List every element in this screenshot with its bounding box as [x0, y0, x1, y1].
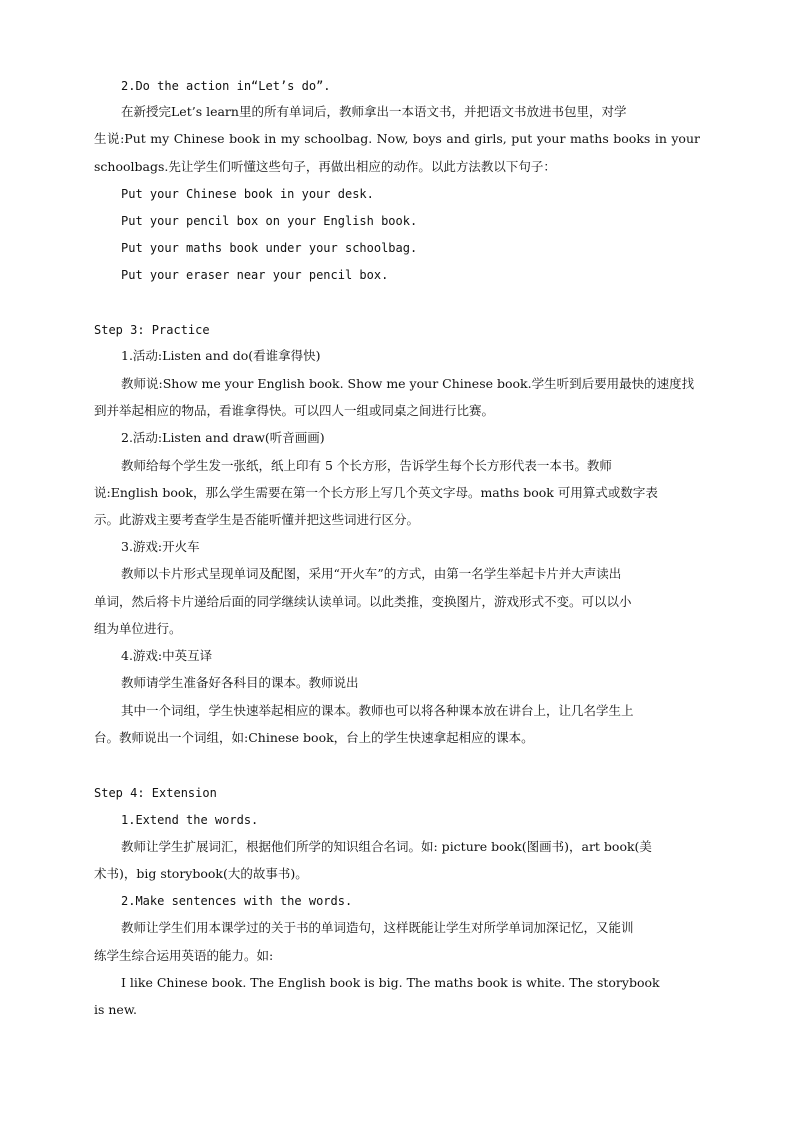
paragraph-line: 到并举起相应的物品，看谁拿得快。可以四人一组或同桌之间进行比赛。 — [94, 403, 495, 418]
section-title: 2.Do the action in“Let’s do”. — [121, 79, 331, 93]
paragraph-line: 教师给每个学生发一张纸，纸上印有 5 个长方形，告诉学生每个长方形代表一本书。教师 — [121, 458, 612, 473]
paragraph-line: 教师说:Show me your English book. Show me your Chinese book.学生听到后要用最快的速度找 — [121, 376, 695, 391]
paragraph-line: 教师以卡片形式呈现单词及配图，采用“开火车”的方式，由第一名学生举起卡片并大声读出 — [121, 566, 622, 581]
paragraph-line: is new. — [94, 1002, 138, 1017]
paragraph-line: 术书)，big storybook(大的故事书)。 — [94, 866, 308, 881]
paragraph-line: 单词，然后将卡片递给后面的同学继续认读单词。以此类推，变换图片，游戏形式不变。可以以小 — [94, 594, 632, 609]
example-sentence: Put your eraser near your pencil box. — [121, 268, 389, 282]
paragraph-line: 生说:Put my Chinese book in my schoolbag. Now, boys and girls, put your maths books in your — [94, 131, 700, 146]
paragraph-line: 在新授完Let’s learn里的所有单词后，教师拿出一本语文书，并把语文书放进书包里，对学 — [121, 104, 627, 119]
paragraph-line: 教师让学生扩展词汇，根据他们所学的知识组合名词。如: picture book(图画书)，art book(美 — [121, 839, 652, 854]
example-sentence: Put your maths book under your schoolbag. — [121, 241, 418, 255]
example-sentence: Put your pencil box on your English book. — [121, 214, 418, 228]
step-heading: Step 3: Practice — [94, 323, 210, 337]
paragraph-line: 教师让学生们用本课学过的关于书的单词造句，这样既能让学生对所学单词加深记忆，又能训 — [121, 920, 634, 935]
activity-title: 1.活动:Listen and do(看谁拿得快) — [121, 348, 321, 363]
step-heading: Step 4: Extension — [94, 786, 217, 800]
activity-title: 2.Make sentences with the words. — [121, 894, 353, 908]
paragraph-line: 练学生综合运用英语的能力。如: — [94, 948, 274, 963]
paragraph-line: schoolbags.先让学生们听懂这些句子，再做出相应的动作。以此方法教以下句子： — [94, 159, 556, 174]
activity-title: 4.游戏:中英互译 — [121, 648, 213, 663]
paragraph-line: 台。教师说出一个词组，如:Chinese book，台上的学生快速拿起相应的课本。 — [94, 730, 534, 745]
paragraph-line: 组为单位进行。 — [94, 621, 182, 636]
paragraph-line: 教师请学生准备好各科目的课本。教师说出 — [121, 675, 359, 690]
paragraph-line: 其中一个词组，学生快速举起相应的课本。教师也可以将各种课本放在讲台上，让几名学生上 — [121, 703, 634, 718]
activity-title: 1.Extend the words. — [121, 813, 259, 827]
example-sentence: Put your Chinese book in your desk. — [121, 187, 374, 201]
paragraph-line: 说:English book，那么学生需要在第一个长方形上写几个英文字母。maths book 可用算式或数字表 — [94, 485, 658, 500]
paragraph-line: 示。此游戏主要考查学生是否能听懂并把这些词进行区分。 — [94, 512, 420, 527]
paragraph-line: I like Chinese book. The English book is big. The maths book is white. The storybook — [121, 975, 660, 990]
activity-title: 3.游戏:开火车 — [121, 539, 200, 554]
activity-title: 2.活动:Listen and draw(听音画画) — [121, 430, 325, 445]
